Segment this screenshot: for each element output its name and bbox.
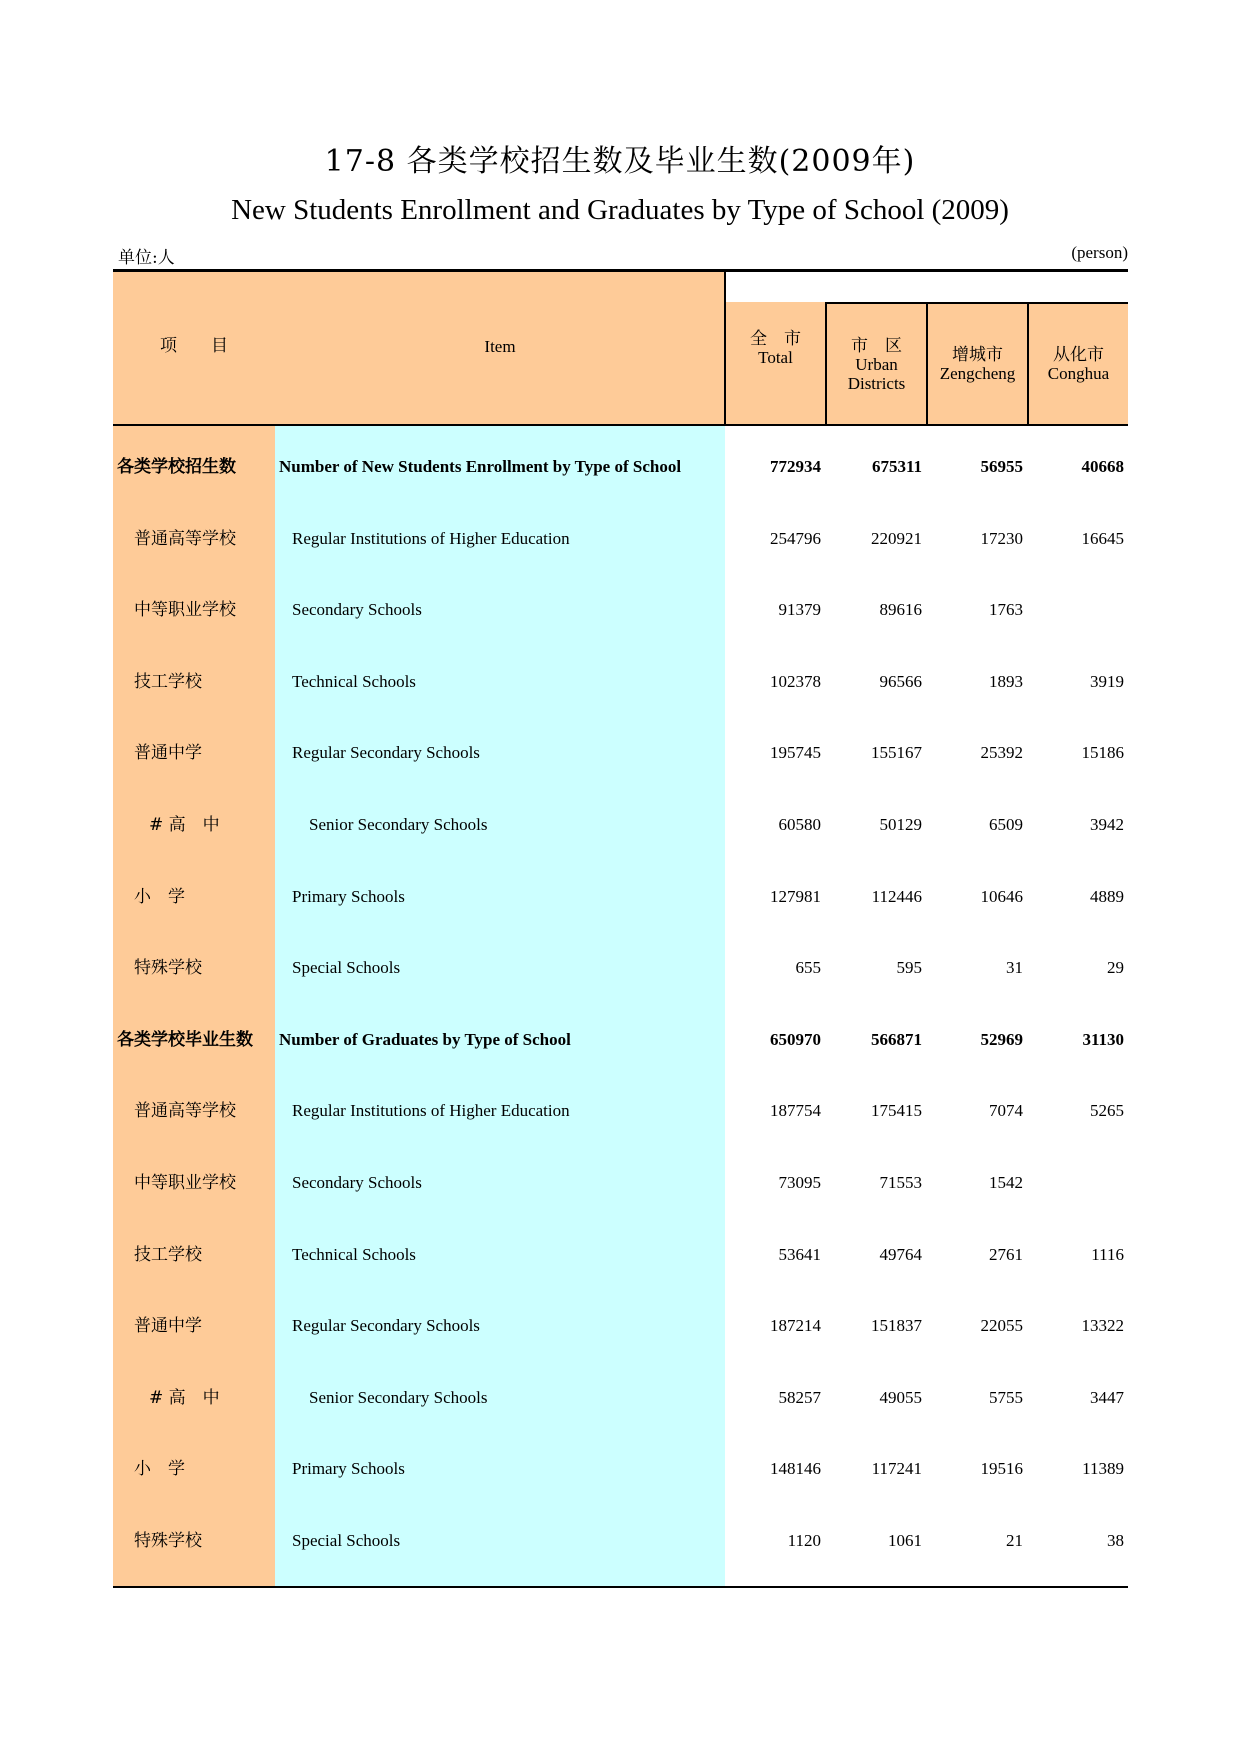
header-urban [827,336,926,393]
row-label-chinese: 各类学校毕业生数 [117,1029,253,1050]
cell-total: 254796 [770,528,821,548]
table-row [113,1147,1128,1219]
cell-urban-districts: 49055 [879,1387,922,1407]
row-label-english: Technical Schools [292,1244,416,1264]
table-row [113,1219,1128,1291]
cell-zengcheng: 1893 [989,671,1023,691]
cell-zengcheng: 10646 [980,886,1023,906]
row-label-chinese: # 高 中 [149,815,220,835]
row-label-chinese: 普通中学 [134,743,202,764]
row-label-english: Senior Secondary Schools [309,1387,488,1407]
table-row [113,932,1128,1004]
cell-conghua: 40668 [1081,457,1124,476]
cell-total: 187754 [770,1101,821,1121]
cell-total: 1120 [787,1531,821,1550]
cell-zengcheng: 52969 [980,1029,1023,1049]
row-label-chinese: 普通高等学校 [134,1101,236,1122]
table-row [113,1505,1128,1577]
row-label-chinese: 各类学校招生数 [117,457,236,477]
cell-total: 73095 [778,1173,821,1192]
row-label-chinese: 技工学校 [134,1244,202,1265]
row-label-english: Secondary Schools [292,1173,422,1192]
cell-zengcheng: 1763 [989,600,1023,620]
cell-total: 772934 [770,457,821,476]
row-label-english: Regular Secondary Schools [292,743,480,763]
row-label-english: Primary Schools [292,1459,405,1479]
cell-total: 187214 [770,1316,821,1336]
cell-zengcheng: 2761 [989,1244,1023,1264]
header-conghua-english: Conghua [1047,364,1110,383]
cell-total: 655 [795,958,821,978]
table-row [113,431,1128,503]
cell-zengcheng: 22055 [980,1316,1023,1336]
page-title-english: New Students Enrollment and Graduates by Type of School (2009) [231,194,1009,226]
top-rule [113,269,1128,272]
cell-conghua: 3942 [1090,815,1124,834]
row-label-english: Regular Secondary Schools [292,1316,480,1336]
row-label-chinese: 普通高等学校 [134,528,236,549]
table-row [113,1004,1128,1076]
row-label-english: Number of New Students Enrollment by Type of School [279,457,682,476]
cell-conghua: 15186 [1081,743,1124,763]
cell-zengcheng: 7074 [989,1101,1023,1121]
cell-urban-districts: 1061 [888,1531,922,1550]
row-label-chinese: 特殊学校 [134,958,202,979]
cell-conghua: 29 [1107,958,1124,978]
cell-urban-districts: 675311 [871,457,922,476]
row-label-english: Number of Graduates by Type of School [279,1029,571,1049]
cell-zengcheng: 6509 [989,815,1023,834]
table-row [113,717,1128,789]
row-label-english: Senior Secondary Schools [309,815,488,834]
cell-conghua: 5265 [1090,1101,1124,1121]
cell-total: 53641 [778,1244,821,1264]
header-conghua-chinese: 从化市 [1053,345,1104,364]
cell-zengcheng: 5755 [989,1387,1023,1407]
cell-total: 650970 [770,1029,821,1049]
cell-urban-districts: 49764 [879,1244,922,1264]
unit-label-chinese: 单位:人 [118,248,175,268]
header-total-chinese: 全 市 [750,329,801,348]
header-divider [825,302,1128,304]
header-zengcheng-chinese: 增城市 [952,345,1003,364]
table-row [113,1075,1128,1147]
cell-zengcheng: 21 [1006,1531,1023,1550]
row-label-english: Regular Institutions of Higher Education [292,1101,570,1121]
cell-urban-districts: 566871 [871,1029,922,1049]
cell-conghua [1029,574,1124,646]
cell-total: 60580 [778,815,821,834]
cell-conghua: 31130 [1082,1029,1124,1049]
row-label-chinese: 中等职业学校 [134,1173,236,1193]
cell-urban-districts: 50129 [879,815,922,834]
table-row [113,861,1128,933]
table-row [113,1362,1128,1434]
header-item-english: Item [484,337,516,356]
cell-total: 102378 [770,671,821,691]
header-total [726,329,825,367]
header-urban-english-2: Districts [847,374,906,393]
bottom-rule [113,1586,1128,1588]
cell-total: 91379 [778,600,821,620]
cell-total: 127981 [770,886,821,906]
cell-zengcheng: 31 [1006,958,1023,978]
header-urban-english: Urban [855,355,898,374]
cell-zengcheng: 19516 [980,1459,1023,1479]
statistics-table [113,269,1128,1589]
row-label-english: Regular Institutions of Higher Education [292,528,570,548]
cell-conghua: 38 [1107,1531,1124,1550]
cell-total: 58257 [778,1387,821,1407]
table-row [113,1290,1128,1362]
header-conghua [1029,345,1128,383]
row-label-english: Special Schools [292,1531,401,1550]
header-urban-chinese: 市 区 [851,336,902,355]
cell-urban-districts: 175415 [871,1101,922,1121]
cell-conghua: 4889 [1090,886,1124,906]
header-zengcheng-english: Zengcheng [939,364,1016,383]
cell-conghua: 1116 [1091,1244,1124,1264]
cell-zengcheng: 1542 [989,1173,1023,1192]
cell-zengcheng: 25392 [980,743,1023,763]
unit-label-english: (person) [1071,243,1128,262]
table-row [113,574,1128,646]
row-label-english: Technical Schools [292,671,416,691]
cell-urban-districts: 71553 [879,1173,922,1192]
cell-urban-districts: 96566 [879,671,922,691]
cell-conghua: 13322 [1081,1316,1124,1336]
cell-urban-districts: 89616 [879,600,922,620]
cell-total: 195745 [770,743,821,763]
cell-conghua: 16645 [1081,528,1124,548]
header-bottom-rule [113,424,1128,426]
table-row [113,789,1128,861]
table-row [113,1433,1128,1505]
cell-total: 148146 [770,1459,821,1479]
row-label-chinese: # 高 中 [149,1387,220,1408]
cell-conghua: 3447 [1090,1387,1124,1407]
row-label-chinese: 技工学校 [134,671,202,692]
cell-urban-districts: 595 [896,958,922,978]
page-title-chinese: 17-8 各类学校招生数及毕业生数(2009年) [324,144,916,179]
cell-urban-districts: 155167 [871,743,922,763]
cell-conghua: 11389 [1082,1459,1124,1479]
header-zengcheng [928,345,1027,383]
cell-urban-districts: 151837 [871,1316,922,1336]
row-label-english: Special Schools [292,958,401,978]
row-label-chinese: 特殊学校 [134,1531,202,1551]
cell-conghua [1029,1147,1124,1219]
cell-urban-districts: 220921 [871,528,922,548]
header-total-english: Total [758,348,793,367]
cell-urban-districts: 112446 [871,886,922,906]
header-item-chinese: 项 目 [160,336,228,356]
row-label-chinese: 小 学 [134,1459,185,1480]
row-label-chinese: 中等职业学校 [134,600,236,621]
row-label-chinese: 小 学 [134,886,185,907]
cell-zengcheng: 17230 [980,528,1023,548]
row-label-english: Primary Schools [292,886,405,906]
cell-conghua: 3919 [1090,671,1124,691]
table-row [113,503,1128,575]
cell-urban-districts: 117241 [871,1459,922,1479]
row-label-english: Secondary Schools [292,600,422,620]
table-row [113,646,1128,718]
row-label-chinese: 普通中学 [134,1316,202,1337]
cell-zengcheng: 56955 [980,457,1023,476]
